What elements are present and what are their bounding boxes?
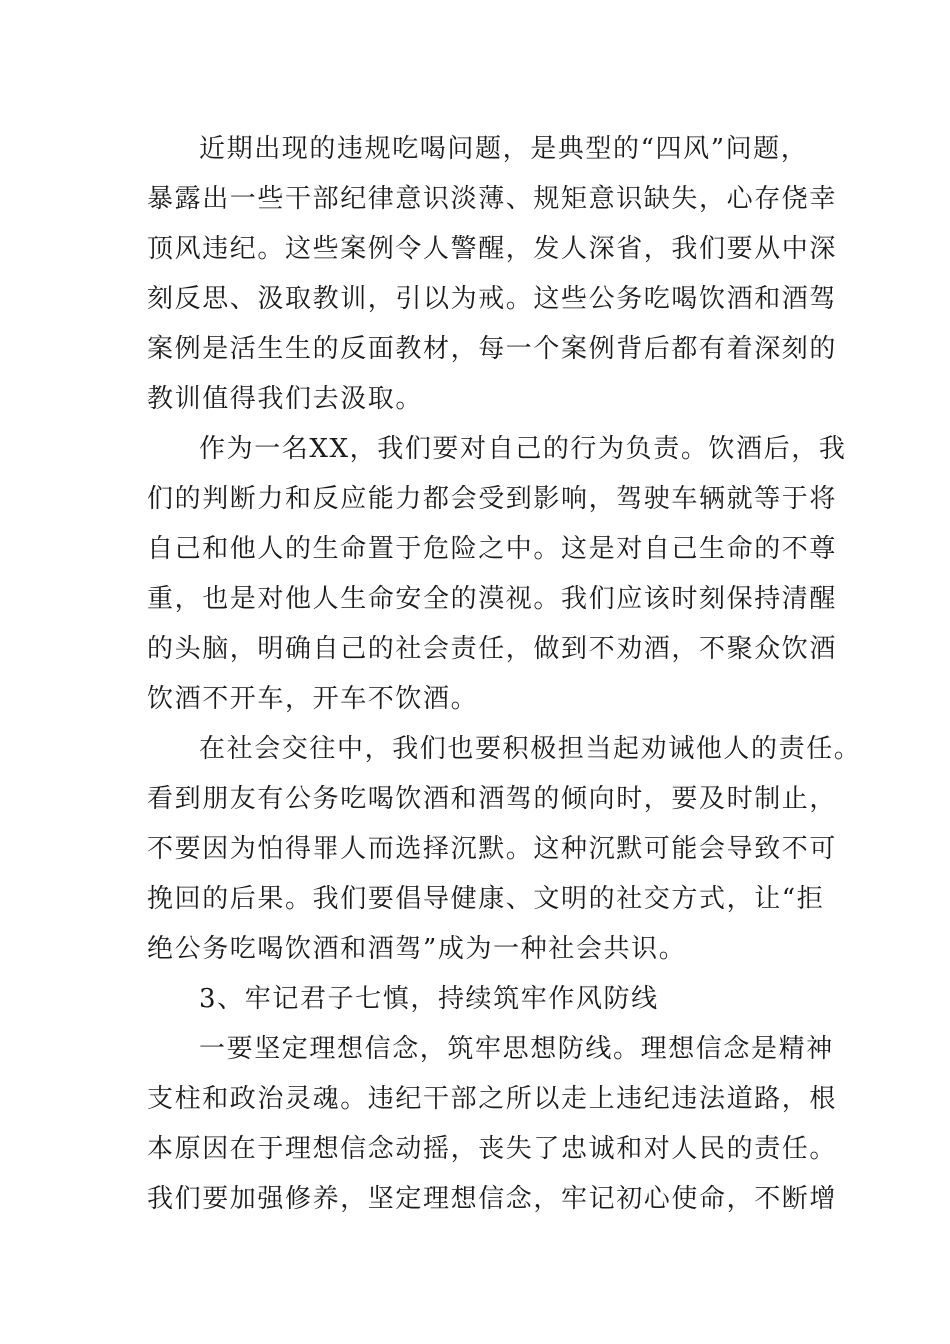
section-heading (147, 974, 827, 1024)
paragraph-responsibility (147, 424, 847, 724)
text-line: 看到朋友有公务吃喝饮酒和酒驾的倾向时，要及时制止， (147, 784, 838, 814)
text-line: 饮酒不开车，开车不饮酒。 (147, 684, 479, 714)
document-body (147, 124, 862, 1224)
text-line: 一要坚定理想信念，筑牢思想防线。理想信念是精神 (199, 1034, 834, 1064)
text-line: 在社会交往中，我们也要积极担当起劝诫他人的责任。 (199, 734, 862, 764)
text-line: 暴露出一些干部纪律意识淡薄、规矩意识缺失，心存侥幸 (147, 184, 838, 214)
text-line: 教训值得我们去汲取。 (147, 384, 424, 414)
text-line: 们的判断力和反应能力都会受到影响，驾驶车辆就等于将 (147, 484, 838, 514)
text-line: 顶风违纪。这些案例令人警醒，发人深省，我们要从中深 (147, 234, 838, 264)
text-line: 不要因为怕得罪人而选择沉默。这种沉默可能会导致不可 (147, 834, 838, 864)
paragraph-social (147, 724, 862, 974)
paragraph-violations (147, 124, 838, 424)
text-line: 近期出现的违规吃喝问题，是典型的“四风”问题， (199, 134, 809, 164)
text-line: 重，也是对他人生命安全的漠视。我们应该时刻保持清醒 (147, 584, 838, 614)
text-line: 的头脑，明确自己的社会责任，做到不劝酒，不聚众饮酒 (147, 634, 838, 664)
text-line: 支柱和政治灵魂。违纪干部之所以走上违纪违法道路，根 (147, 1084, 838, 1114)
text-line: 绝公务吃喝饮酒和酒驾”成为一种社会共识。 (147, 934, 687, 964)
heading-line: 3、牢记君子七慎，持续筑牢作风防线 (199, 984, 659, 1014)
text-line: 自己和他人的生命置于危险之中。这是对自己生命的不尊 (147, 534, 838, 564)
paragraph-ideals (147, 1024, 838, 1224)
text-line: 挽回的后果。我们要倡导健康、文明的社交方式，让“拒 (147, 884, 825, 914)
text-line: 我们要加强修养，坚定理想信念，牢记初心使命，不断增 (147, 1184, 838, 1214)
text-line: 刻反思、汲取教训，引以为戒。这些公务吃喝饮酒和酒驾 (147, 284, 838, 314)
text-line: 作为一名XX，我们要对自己的行为负责。饮酒后，我 (199, 434, 847, 464)
text-line: 案例是活生生的反面教材，每一个案例背后都有着深刻的 (147, 334, 838, 364)
text-line: 本原因在于理想信念动摇，丧失了忠诚和对人民的责任。 (147, 1134, 838, 1164)
